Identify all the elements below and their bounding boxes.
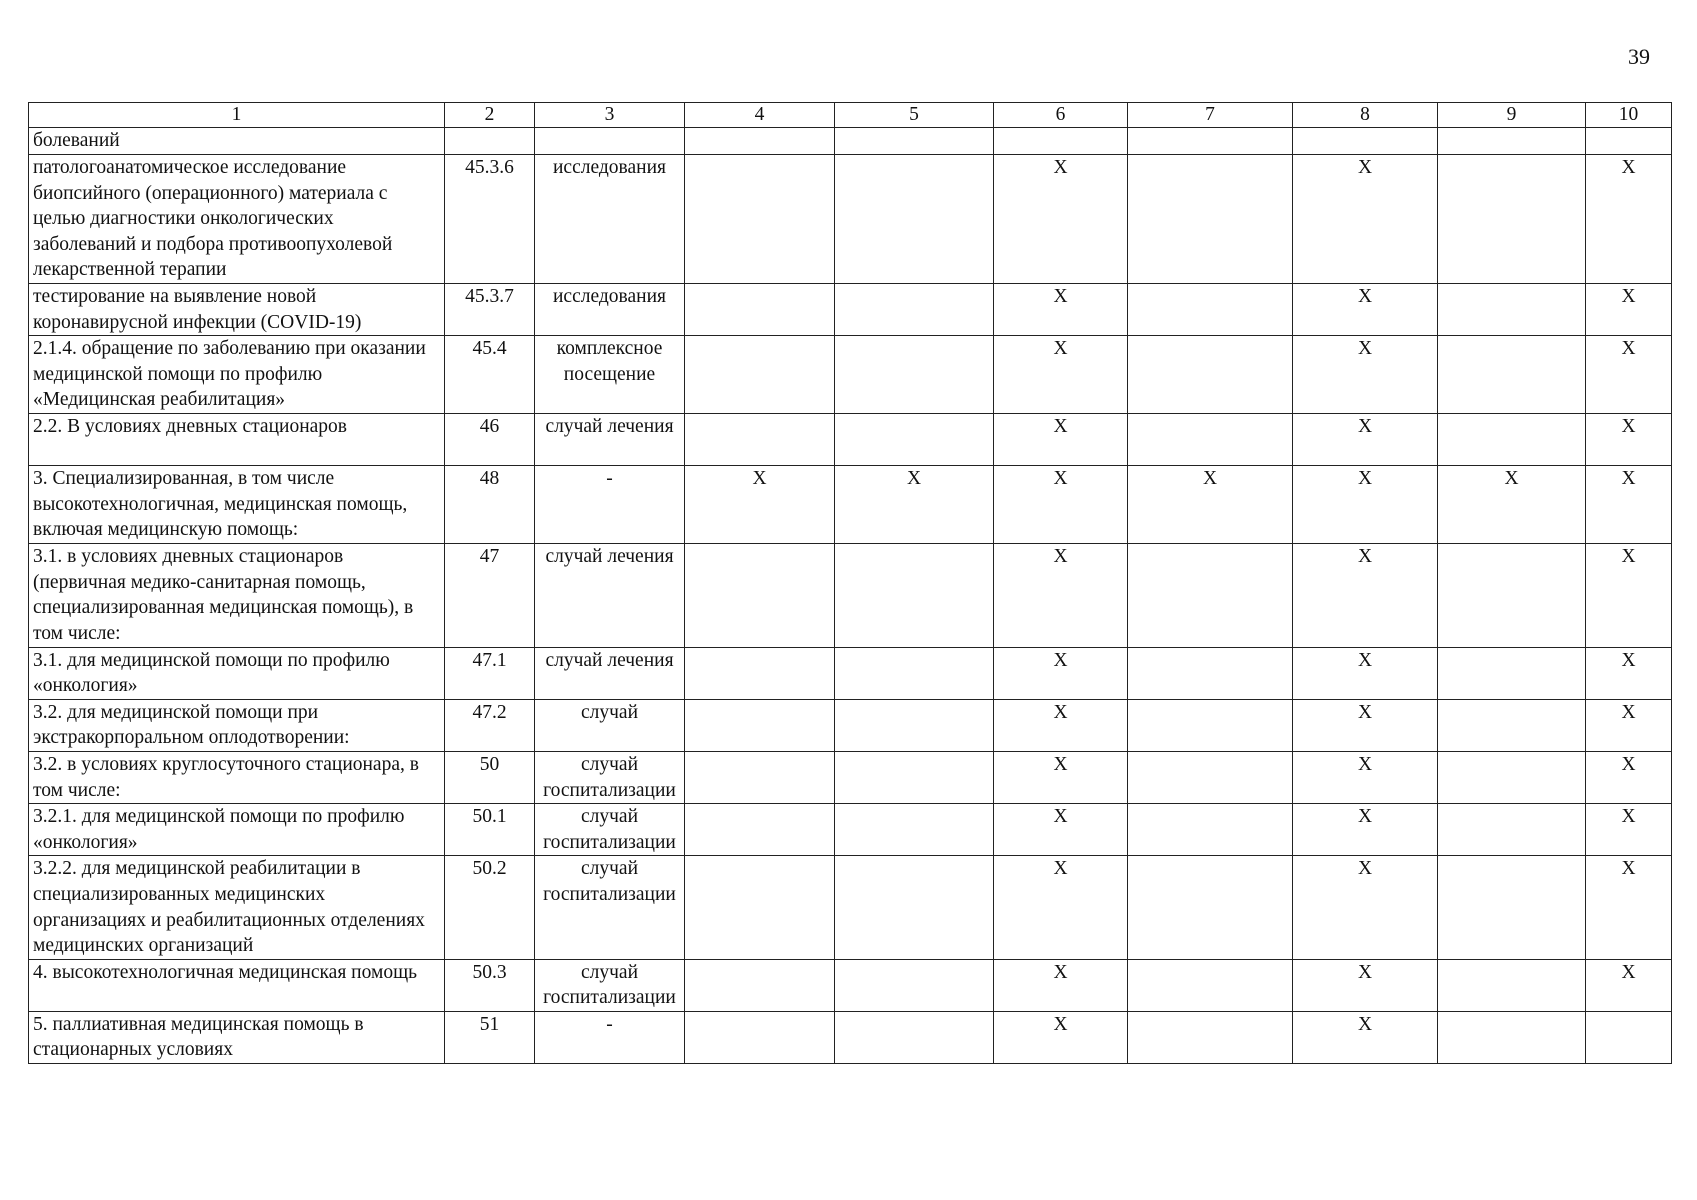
row-col10-cell: X [1586,959,1672,1011]
row-col10-cell: X [1586,284,1672,336]
row-unit-cell: случай лечения [535,414,685,466]
row-unit-cell: случай лечения [535,647,685,699]
row-col5-cell [835,804,994,856]
row-col9-cell [1438,284,1586,336]
row-col7-cell [1128,751,1293,803]
row-col8-cell: X [1293,466,1438,544]
row-col10-cell: X [1586,804,1672,856]
row-col7-cell [1128,699,1293,751]
row-col7-cell [1128,336,1293,414]
table-row [29,336,1672,414]
row-col8-cell: X [1293,959,1438,1011]
row-col6-cell: X [994,699,1128,751]
row-col7-cell: X [1128,466,1293,544]
row-col6-cell: X [994,751,1128,803]
row-col5-cell [835,856,994,959]
row-col9-cell [1438,856,1586,959]
row-code-cell: 48 [445,466,535,544]
row-col6-cell: X [994,804,1128,856]
data-table [28,102,1672,1064]
row-col7-cell [1128,647,1293,699]
table-row [29,155,1672,284]
row-col9-cell [1438,959,1586,1011]
row-col6-cell: X [994,647,1128,699]
table-row [29,751,1672,803]
row-col7-cell [1128,155,1293,284]
row-col9-cell [1438,751,1586,803]
row-name-cell: 3.1. для медицинской помощи по профилю «онкология» [29,647,445,699]
row-unit-cell: - [535,466,685,544]
row-col10-cell: X [1586,414,1672,466]
row-col7-cell [1128,1011,1293,1063]
row-unit-cell: случай госпитализации [535,856,685,959]
row-code-cell: 47.2 [445,699,535,751]
row-unit-cell: случай госпитализации [535,804,685,856]
row-col9-cell [1438,336,1586,414]
row-col5-cell [835,336,994,414]
row-unit-cell: исследования [535,155,685,284]
column-header: 2 [445,103,535,128]
row-name-cell: 5. паллиативная медицинская помощь в стационарных условиях [29,1011,445,1063]
row-col4-cell [685,647,835,699]
row-code-cell: 47 [445,544,535,647]
row-name-cell: 3.2. в условиях круглосуточного стационара, в том числе: [29,751,445,803]
row-col7-cell [1128,544,1293,647]
row-col7-cell [1128,856,1293,959]
row-col6-cell: X [994,336,1128,414]
row-code-cell: 47.1 [445,647,535,699]
row-col10-cell: X [1586,155,1672,284]
row-code-cell: 50 [445,751,535,803]
row-code-cell: 45.3.7 [445,284,535,336]
row-col5-cell [835,414,994,466]
column-header: 8 [1293,103,1438,128]
row-code-cell: 45.3.6 [445,155,535,284]
row-col6-cell: X [994,544,1128,647]
row-col5-cell [835,284,994,336]
row-col5-cell: X [835,466,994,544]
row-col8-cell: X [1293,155,1438,284]
row-col5-cell [835,959,994,1011]
page-number: 39 [1628,44,1650,69]
row-col6-cell [994,128,1128,155]
row-col10-cell: X [1586,466,1672,544]
row-code-cell: 50.1 [445,804,535,856]
row-unit-cell: исследования [535,284,685,336]
row-name-cell: 3.2.1. для медицинской помощи по профилю «онкология» [29,804,445,856]
column-header: 5 [835,103,994,128]
row-name-cell: 2.1.4. обращение по заболеванию при оказании медицинской помощи по профилю «Медицинская реабилитация» [29,336,445,414]
table-row [29,284,1672,336]
table-row [29,699,1672,751]
row-col8-cell: X [1293,804,1438,856]
row-unit-cell: случай [535,699,685,751]
header-row [29,103,1672,128]
row-name-cell: 3.2.2. для медицинской реабилитации в специализированных медицинских организациях и реабилитационных отделениях медицинских организаций [29,856,445,959]
row-col8-cell: X [1293,699,1438,751]
row-col6-cell: X [994,155,1128,284]
row-col10-cell: X [1586,751,1672,803]
row-col9-cell: X [1438,466,1586,544]
row-col10-cell: X [1586,699,1672,751]
row-col4-cell [685,959,835,1011]
row-col4-cell: X [685,466,835,544]
row-name-cell: 3.2. для медицинской помощи при экстракорпоральном оплодотворении: [29,699,445,751]
row-col6-cell: X [994,856,1128,959]
row-unit-cell: случай госпитализации [535,751,685,803]
row-col9-cell [1438,544,1586,647]
row-unit-cell: - [535,1011,685,1063]
row-col4-cell [685,804,835,856]
row-col5-cell [835,155,994,284]
row-col6-cell: X [994,284,1128,336]
row-code-cell: 51 [445,1011,535,1063]
row-col5-cell [835,647,994,699]
row-col5-cell [835,544,994,647]
row-unit-cell: случай лечения [535,544,685,647]
row-name-cell: 3.1. в условиях дневных стационаров (первичная медико-санитарная помощь, специализированная медицинская помощь), в том числе: [29,544,445,647]
row-code-cell: 46 [445,414,535,466]
row-unit-cell [535,128,685,155]
row-col9-cell [1438,647,1586,699]
column-header: 4 [685,103,835,128]
row-col10-cell [1586,1011,1672,1063]
row-code-cell: 45.4 [445,336,535,414]
row-col7-cell [1128,128,1293,155]
row-col5-cell [835,128,994,155]
table-row [29,1011,1672,1063]
row-name-cell: 4. высокотехнологичная медицинская помощь [29,959,445,1011]
row-name-cell: 3. Специализированная, в том числе высокотехнологичная, медицинская помощь, включая медицинскую помощь: [29,466,445,544]
row-col8-cell: X [1293,1011,1438,1063]
row-col10-cell: X [1586,336,1672,414]
row-unit-cell: случай госпитализации [535,959,685,1011]
row-col6-cell: X [994,414,1128,466]
row-col5-cell [835,751,994,803]
row-col4-cell [685,856,835,959]
table-row [29,414,1672,466]
row-col6-cell: X [994,959,1128,1011]
column-header: 6 [994,103,1128,128]
row-col7-cell [1128,804,1293,856]
row-name-cell: болеваний [29,128,445,155]
row-col4-cell [685,1011,835,1063]
row-col4-cell [685,336,835,414]
row-col6-cell: X [994,466,1128,544]
row-col9-cell [1438,128,1586,155]
row-col10-cell: X [1586,544,1672,647]
column-header: 1 [29,103,445,128]
table-row [29,544,1672,647]
row-unit-cell: комплексное посещение [535,336,685,414]
row-col9-cell [1438,414,1586,466]
row-col4-cell [685,284,835,336]
table-row [29,647,1672,699]
row-col4-cell [685,414,835,466]
row-col6-cell: X [994,1011,1128,1063]
row-code-cell [445,128,535,155]
row-col7-cell [1128,284,1293,336]
row-col5-cell [835,699,994,751]
table-row [29,466,1672,544]
row-code-cell: 50.2 [445,856,535,959]
row-col10-cell: X [1586,647,1672,699]
row-col9-cell [1438,155,1586,284]
row-col8-cell: X [1293,751,1438,803]
table-row [29,128,1672,155]
column-header: 10 [1586,103,1672,128]
row-name-cell: патологоанатомическое исследование биопсийного (операционного) материала с целью диагностики онкологических заболеваний и подбора противоопухолевой лекарственной терапии [29,155,445,284]
column-header: 3 [535,103,685,128]
row-col8-cell: X [1293,544,1438,647]
table-body [29,128,1672,1064]
row-col8-cell: X [1293,647,1438,699]
row-col10-cell: X [1586,856,1672,959]
row-name-cell: тестирование на выявление новой коронавирусной инфекции (COVID-19) [29,284,445,336]
row-col4-cell [685,751,835,803]
row-col7-cell [1128,414,1293,466]
row-col7-cell [1128,959,1293,1011]
column-header: 7 [1128,103,1293,128]
row-col9-cell [1438,1011,1586,1063]
row-col4-cell [685,544,835,647]
row-col9-cell [1438,699,1586,751]
row-col8-cell [1293,128,1438,155]
row-code-cell: 50.3 [445,959,535,1011]
row-col4-cell [685,699,835,751]
table-row [29,856,1672,959]
row-col4-cell [685,128,835,155]
row-col5-cell [835,1011,994,1063]
table-row [29,804,1672,856]
row-col8-cell: X [1293,414,1438,466]
table-row [29,959,1672,1011]
row-col9-cell [1438,804,1586,856]
row-col8-cell: X [1293,284,1438,336]
row-name-cell: 2.2. В условиях дневных стационаров [29,414,445,466]
row-col8-cell: X [1293,336,1438,414]
column-header: 9 [1438,103,1586,128]
row-col4-cell [685,155,835,284]
row-col10-cell [1586,128,1672,155]
row-col8-cell: X [1293,856,1438,959]
